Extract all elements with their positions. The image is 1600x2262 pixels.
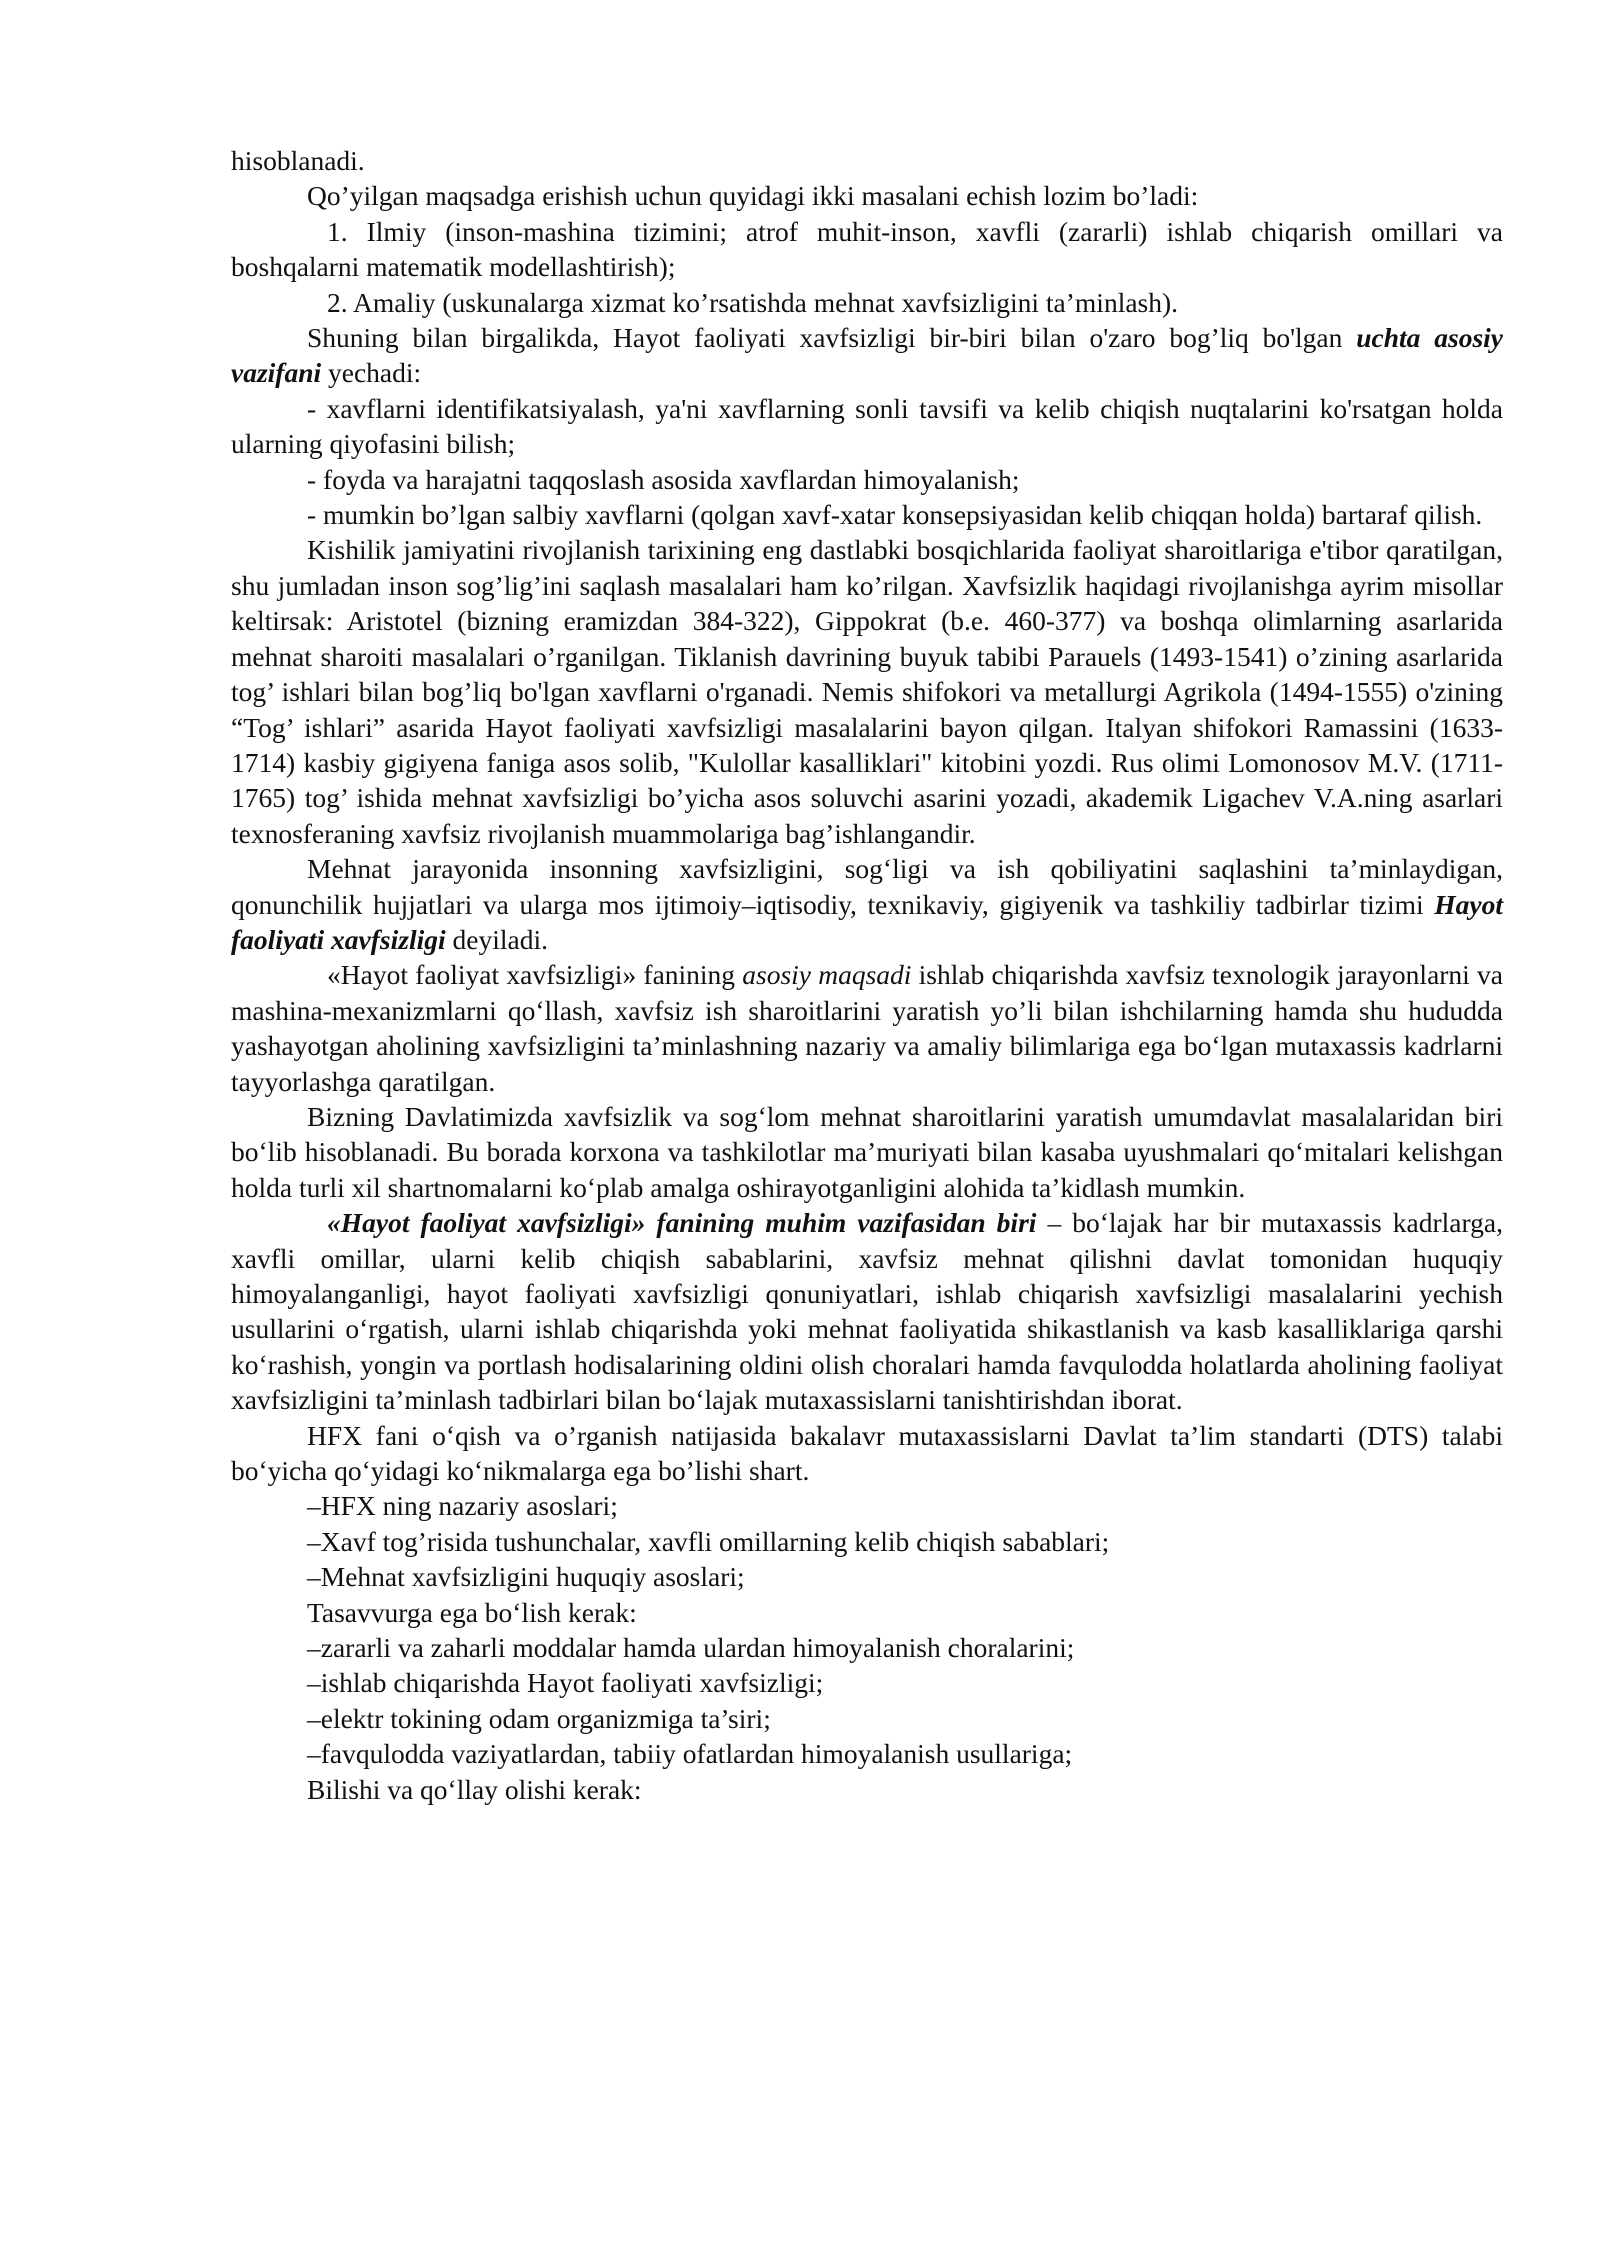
emphasis-bold-italic: Hayot faoliyati xavfsizligi [231, 888, 1503, 955]
numbered-item-2: 2. Amaliy (uskunalarga xizmat ko’rsatishda mehnat xavfsizligini ta’minlash). [327, 286, 1179, 318]
list-heading: Tasavvurga ega bo‘lish kerak: [307, 1596, 637, 1628]
paragraph-history: Kishilik jamiyatini rivojlanish tarixining eng dastlabki bosqichlarida faoliyat sharoitlariga e'tibor qaratilgan, shu jumladan inson sog’lig’ini saqlash masalalari ham ko’rilgan. Xavfsizlik haqidagi rivojlanishga ayrim misollar keltirsak: Aristotel (bizning eramizdan 384-322), Gippokrat (b.e. 460-377) va boshqa olimlarning asarlarida mehnat sharoiti masalalari o’rganilgan. Tiklanish davrining buyuk tabibi Parauels (1493-1541) o’zining asarlarida tog’ ishlari bilan bog’liq bo'lgan xavflarni o'rganadi. Nemis shifokori va metallurgi Agrikola (1494-1555) o'zining “Tog’ ishlari” asarida Hayot faoliyati xavfsizligi masalalarini bayon qilgan. Italyan shifokori Ramassini (1633-1714) kasbiy gigiyena faniga asos solib, "Kulollar kasalliklari" kitobini yozdi. Rus olimi Lomonosov M.V. (1711-1765) tog’ ishida mehnat xavfsizligi bo’yicha asos soluvchi asarini yozadi, akademik Ligachev V.A.ning asarlari texnosferaning xavfsiz rivojlanish muammolariga bag’ishlangandir. [231, 534, 1503, 849]
task-item-3: - mumkin bo’lgan salbiy xavflarni (qolgan xavf-xatar konsepsiyasidan kelib chiqqan holda) bartaraf qilish. [307, 499, 1483, 531]
paragraph-important-task [231, 1205, 1503, 1417]
list-line: –zararli va zaharli moddalar hamda ulardan himoyalanish choralarini; [307, 1632, 1075, 1664]
paragraph-definition [231, 851, 1503, 957]
list-line: –Mehnat xavfsizligini huquqiy asoslari; [307, 1561, 745, 1593]
text-run: yechadi: [321, 357, 422, 389]
numbered-item-1: 1. Ilmiy (inson-mashina tizimini; atrof muhit-inson, xavfli (zararli) ishlab chiqarish omillari va boshqalarni matematik modellashtirish); [231, 215, 1503, 283]
task-item-1: - xavflarni identifikatsiyalash, ya'ni xavflarning sonli tavsifi va kelib chiqish nuqtalarini ko'rsatgan holda ularning qiyofasini bilish; [231, 392, 1503, 460]
list-line: –favqulodda vaziyatlardan, tabiiy ofatlardan himoyalanish usullariga; [307, 1738, 1073, 1770]
paragraph-continuation: hisoblanadi. [231, 145, 365, 176]
paragraph-state-policy: Bizning Davlatimizda xavfsizlik va sog‘lom mehnat sharoitlarini yaratish umumdavlat masalalaridan biri bo‘lib hisoblanadi. Bu borada korxona va tashkilotlar ma’muriyati bilan kasaba uyushmalari qo‘mitalari kelishgan holda turli xil shartnomalarni ko‘plab amalga oshirayotganligini alohida ta’kidlash mumkin. [231, 1100, 1503, 1203]
paragraph-intro-tasks: Qo’yilgan maqsadga erishish uchun quyidagi ikki masalani echish lozim bo’ladi: [307, 180, 1199, 212]
emphasis-bold-italic: «Hayot faoliyat xavfsizligi» fanining muhim vazifasidan biri [327, 1207, 1037, 1239]
document-body [231, 143, 1503, 1807]
list-line: –ishlab chiqarishda Hayot faoliyati xavfsizligi; [307, 1667, 824, 1699]
paragraph-three-tasks [231, 320, 1503, 391]
list-line: –elektr tokining odam organizmiga ta’siri; [307, 1702, 771, 1734]
emphasis-bold-italic: uchta asosiy vazifani [231, 322, 1504, 389]
emphasis-italic: asosiy maqsadi [742, 959, 912, 991]
list-heading: Bilishi va qo‘llay olishi kerak: [307, 1773, 642, 1805]
paragraph-main-goal [231, 957, 1503, 1099]
text-run: ishlab chiqarishda xavfsiz texnologik jarayonlarni va mashina-mexanizmlarni qo‘llash, xavfsiz ish sharoitlarini yaratish yo’li bilan ishchilarning hamda shu hududda yashayotgan aholining xavfsizligini ta’minlashning nazariy va amaliy bilimlariga ega bo‘lgan mutaxassis kadrlarni tayyorlashga qaratilgan. [231, 959, 1503, 1097]
text-run: deyiladi. [445, 923, 548, 955]
text-run: Shuning bilan birgalikda, Hayot faoliyati xavfsizligi bir-biri bilan o'zaro bog’liq bo'lgan [307, 322, 1357, 354]
paragraph-standards: HFX fani o‘qish va o’rganish natijasida bakalavr mutaxassislarni Davlat ta’lim standarti (DTS) talabi bo‘yicha qo‘yidagi ko‘nikmalarga ega bo’lishi shart. [231, 1419, 1503, 1487]
list-line: –HFX ning nazariy asoslari; [307, 1490, 618, 1522]
list-line: –Xavf tog’risida tushunchalar, xavfli omillarning kelib chiqish sabablari; [307, 1525, 1110, 1557]
text-run: – bo‘lajak har bir mutaxassis kadrlarga, xavfli omillar, ularni kelib chiqish sabablarini, xavfsiz mehnat qilishni davlat tomonidan huquqiy himoyalanganligi, hayot faoliyati xavfsizligi qonuniyatlari, ishlab chiqarish xavfsizligi masalalarini yechish usullarini o‘rgatish, ularni ishlab chiqarishda yoki mehnat faoliyatida shikastlanish va kasb kasalliklariga qarshi ko‘rashish, yongin va portlash hodisalarining oldini olish choralari hamda favqulodda holatlarda aholining faoliyat xavfsizligini ta’minlash tadbirlari bilan bo‘lajak mutaxassislarni tanishtirishdan iborat. [231, 1207, 1503, 1416]
text-run: «Hayot faoliyat xavfsizligi» fanining [327, 959, 743, 991]
task-item-2: - foyda va harajatni taqqoslash asosida xavflardan himoyalanish; [307, 463, 1020, 495]
text-run: Mehnat jarayonida insonning xavfsizligini, sog‘ligi va ish qobiliyatini saqlashini ta’minlaydigan, qonunchilik hujjatlari va ularga mos ijtimoiy–iqtisodiy, texnikaviy, gigiyenik va tashkiliy tadbirlar tizimi [231, 853, 1503, 920]
